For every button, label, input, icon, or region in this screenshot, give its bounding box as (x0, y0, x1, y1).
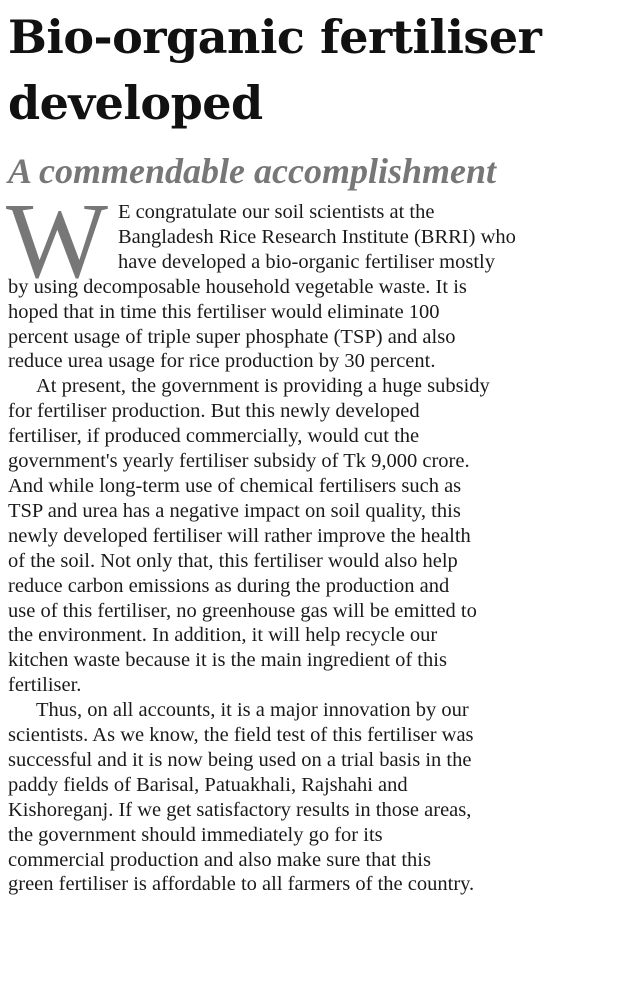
subhead: A commendable accomplishment (8, 151, 496, 191)
text-line: And while long-term use of chemical fertilisers such as (8, 474, 462, 497)
text-line: Bangladesh Rice Research Institute (BRRI) who (117, 225, 516, 248)
text-line: TSP and urea has a negative impact on soil quality, this (8, 499, 461, 522)
paragraph (8, 374, 598, 698)
text-line: percent usage of triple super phosphate (TSP) and also (8, 325, 456, 348)
text-line: reduce urea usage for rice production by 30 percent. (8, 350, 436, 373)
text-line: fertiliser. (8, 674, 82, 697)
text-line: reduce carbon emissions as during the production and (8, 574, 450, 597)
paragraph (8, 698, 598, 897)
text-line: the government should immediately go for its (8, 823, 383, 846)
text-line: by using decomposable household vegetable waste. It is (8, 275, 467, 298)
text-line: of the soil. Not only that, this fertiliser would also help (8, 549, 458, 572)
text-line: green fertiliser is affordable to all farmers of the country. (8, 873, 475, 896)
text-line: kitchen waste because it is the main ingredient of this (8, 649, 447, 672)
text-line: government's yearly fertiliser subsidy of Tk 9,000 crore. (8, 450, 470, 473)
text-line: the environment. In addition, it will help recycle our (8, 624, 438, 647)
drop-cap: W (6, 182, 108, 301)
text-line: successful and it is now being used on a trial basis in the (8, 748, 472, 771)
headline: Bio-organic fertiliser developed (8, 10, 542, 130)
paragraph (6, 182, 598, 374)
text-line: fertiliser, if produced commercially, would cut the (8, 425, 420, 448)
text-line: newly developed fertiliser will rather improve the health (8, 524, 471, 547)
text-line: Kishoreganj. If we get satisfactory results in those areas, (8, 798, 472, 821)
text-line: for fertiliser production. But this newly developed (8, 400, 420, 423)
text-line: use of this fertiliser, no greenhouse gas will be emitted to (8, 599, 477, 622)
text-line: E congratulate our soil scientists at the (117, 201, 435, 223)
text-line: commercial production and also make sure that this (8, 848, 431, 871)
article-body (6, 182, 598, 897)
text-line: hoped that in time this fertiliser would eliminate 100 (8, 300, 440, 323)
text-line: At present, the government is providing a huge subsidy (36, 375, 490, 398)
text-line: paddy fields of Barisal, Patuakhali, Rajshahi and (8, 773, 408, 796)
text-line: scientists. As we know, the field test of this fertiliser was (8, 724, 474, 747)
text-line: Thus, on all accounts, it is a major innovation by our (36, 699, 469, 722)
text-line: have developed a bio-organic fertiliser mostly (117, 250, 495, 273)
